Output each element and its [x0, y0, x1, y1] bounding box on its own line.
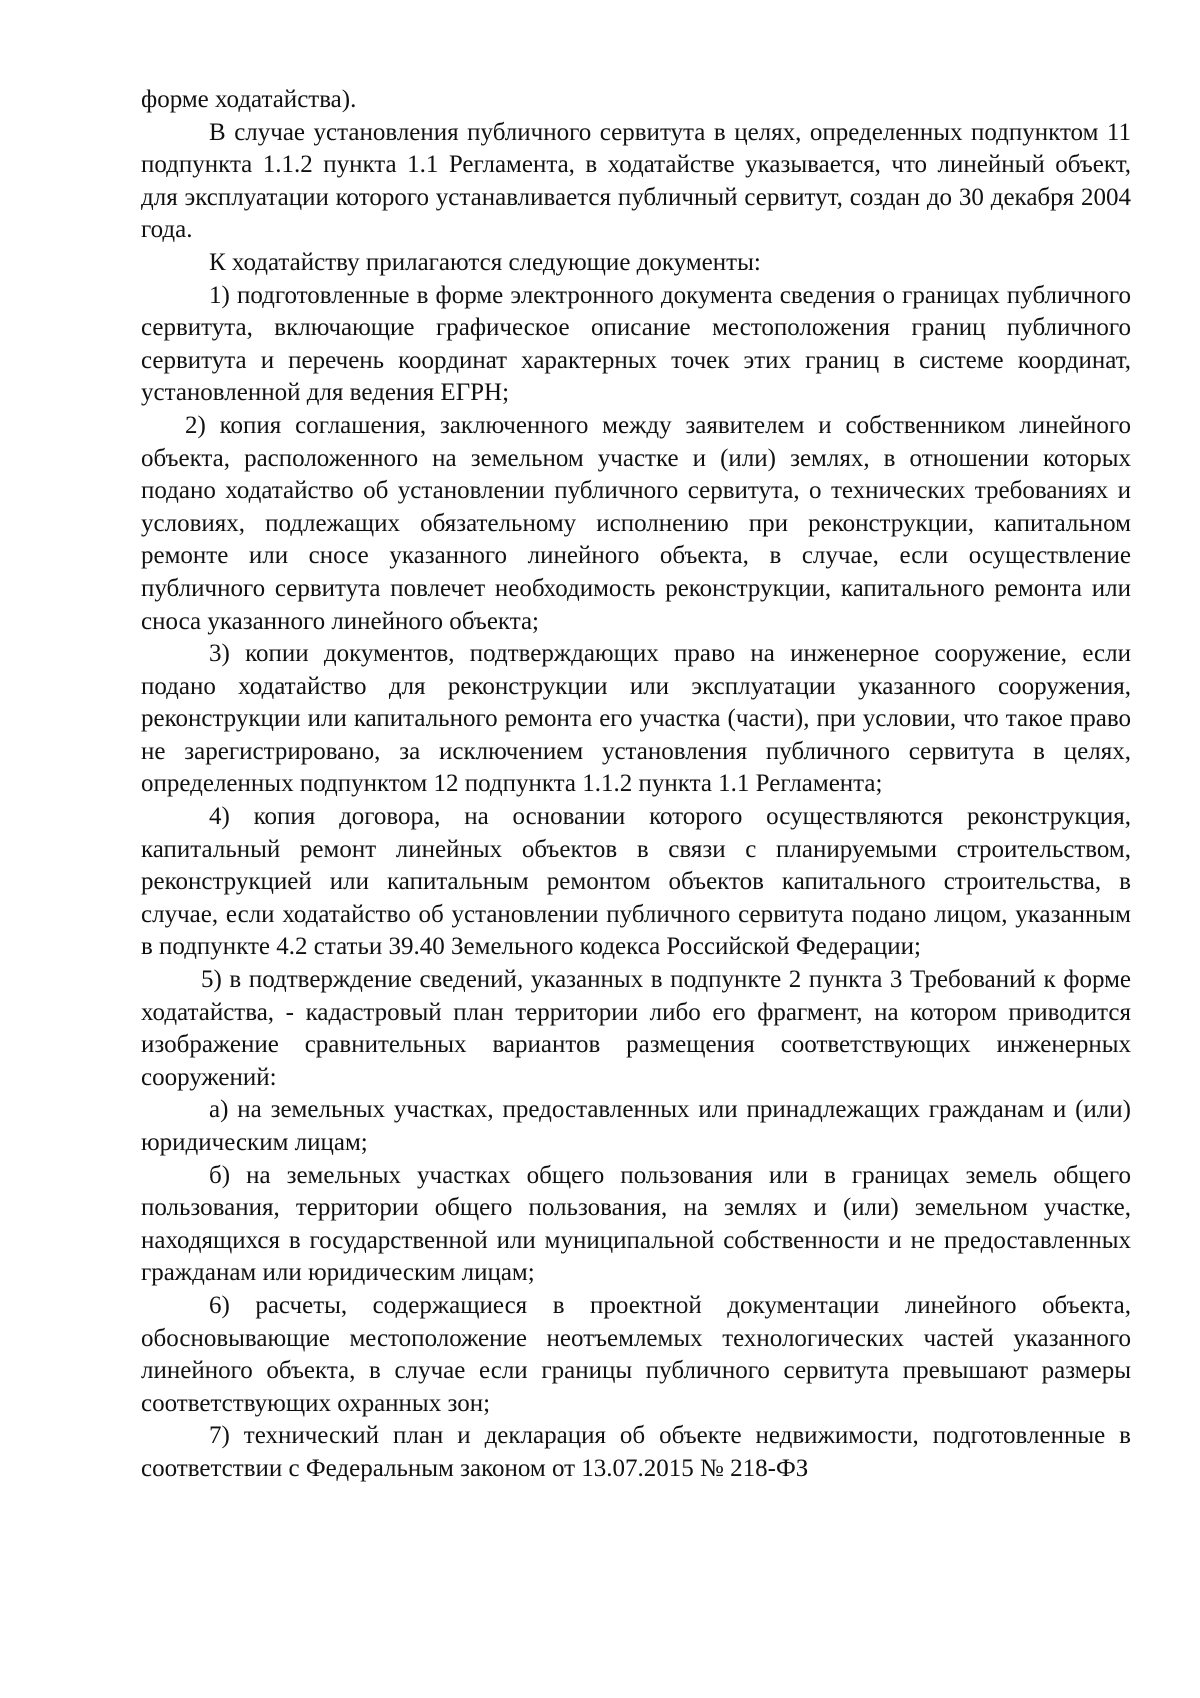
list-item-2: 2) копия соглашения, заключенного между заявителем и собственником линейного объекта, расположенного на земельном участке и (или) землях, в отношении которых подано ходатайство об установлении публичного сервитута, о технических требованиях и условиях, подлежащих обязательному исполнению при реконструкции, капитальном ремонте или сносе указанного линейного объекта, в случае, если осуществление публичного сервитута повлечет необходимость реконструкции, капитального ремонта или сноса указанного линейного объекта; — [141, 411, 1131, 635]
paragraph-attached-documents-intro: К ходатайству прилагаются следующие документы: — [209, 248, 761, 276]
list-item-6: 6) расчеты, содержащиеся в проектной документации линейного объекта, обосновывающие местоположение неотъемлемых технологических частей указанного линейного объекта, в случае если границы публичного сервитута превышают размеры соответствующих охранных зон; — [141, 1291, 1131, 1417]
list-subitem-b: б) на земельных участках общего пользования или в границах земель общего пользования, территории общего пользования, на землях и (или) земельном участке, находящихся в государственной или муниципальной собственности и не предоставленных гражданам или юридическим лицам; — [141, 1161, 1131, 1287]
list-item-3: 3) копии документов, подтверждающих право на инженерное сооружение, если подано ходатайство для реконструкции или эксплуатации указанного сооружения, реконструкции или капитального ремонта его участка (части), при условии, что такое право не зарегистрировано, за исключением установления публичного сервитута в целях, определенных подпунктом 12 подпункта 1.1.2 пункта 1.1 Регламента; — [141, 640, 1131, 798]
document-body — [141, 84, 1131, 1486]
list-item-4: 4) копия договора, на основании которого осуществляются реконструкция, капитальный ремонт линейных объектов в связи с планируемыми строительством, реконструкцией или капитальным ремонтом объектов капитального строительства, в случае, если ходатайство об установлении публичного сервитута подано лицом, указанным в подпункте 4.2 статьи 39.40 Земельного кодекса Российской Федерации; — [141, 803, 1131, 961]
list-item-1: 1) подготовленные в форме электронного документа сведения о границах публичного сервитута, включающие графическое описание местоположения границ публичного сервитута и перечень координат характерных точек этих границ в системе координат, установленной для ведения ЕГРН; — [141, 281, 1131, 407]
list-item-7: 7) технический план и декларация об объекте недвижимости, подготовленные в соответствии с Федеральным законом от 13.07.2015 № 218-ФЗ — [141, 1422, 1131, 1482]
list-item-5: 5) в подтверждение сведений, указанных в подпункте 2 пункта 3 Требований к форме ходатайства, - кадастровый план территории либо его фрагмент, на котором приводится изображение сравнительных вариантов размещения соответствующих инженерных сооружений: — [141, 966, 1131, 1091]
list-subitem-a: а) на земельных участках, предоставленных или принадлежащих гражданам и (или) юридическим лицам; — [141, 1096, 1131, 1156]
paragraph-servitude-case: В случае установления публичного сервитута в целях, определенных подпунктом 11 подпункта 1.1.2 пункта 1.1 Регламента, в ходатайстве указывается, что линейный объект, для эксплуатации которого устанавливается публичный сервитут, создан до 30 декабря 2004 года. — [141, 118, 1131, 244]
paragraph-continuation: форме ходатайства). — [141, 86, 357, 113]
